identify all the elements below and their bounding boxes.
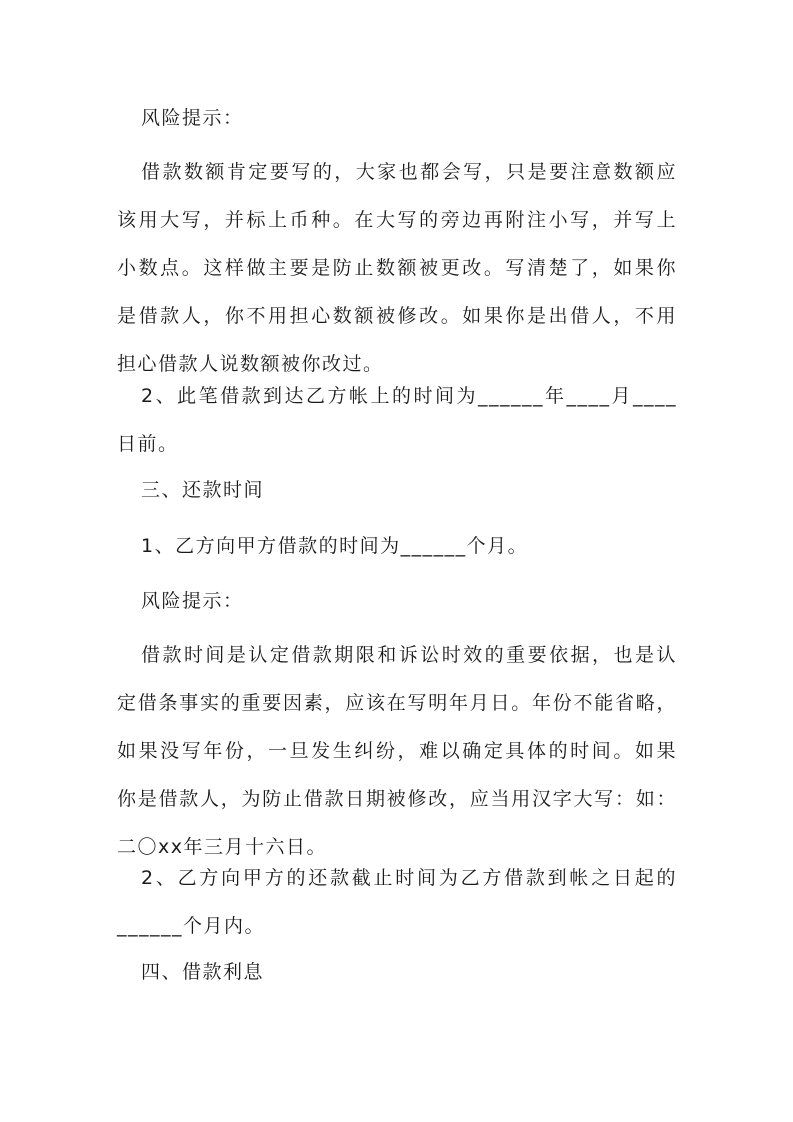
text-line: 借款时间是认定借款期限和诉讼时效的重要依据，也是认 <box>141 644 677 666</box>
paragraph-time-risk <box>117 631 677 871</box>
text-line: 风险提示： <box>141 590 244 612</box>
text-line: 2、乙方向甲方的还款截止时间为乙方借款到帐之日起的 <box>141 867 677 889</box>
clause-1-loan-duration <box>117 522 677 570</box>
text-line: 是借款人，你不用担心数额被修改。如果你是出借人，不用 <box>117 305 677 327</box>
text-line: 2、此笔借款到达乙方帐上的时间为______年____月____ <box>141 385 677 407</box>
text-line: 风险提示： <box>141 107 244 129</box>
text-line: ______个月内。 <box>117 915 266 937</box>
section-3-heading <box>117 466 677 514</box>
text-line: 三、还款时间 <box>141 479 265 501</box>
text-line: 担心借款人说数额被你改过。 <box>117 353 384 375</box>
section-4-heading <box>117 948 677 996</box>
text-line: 小数点。这样做主要是防止数额被更改。写清楚了，如果你 <box>117 257 677 279</box>
clause-2-arrival-time <box>117 372 677 468</box>
risk-tip-heading-1 <box>117 94 677 142</box>
text-line: 该用大写，并标上币种。在大写的旁边再附注小写，并写上 <box>117 209 677 231</box>
text-line: 四、借款利息 <box>141 961 265 983</box>
paragraph-amount-risk <box>117 148 677 388</box>
text-line: 借款数额肯定要写的，大家也都会写，只是要注意数额应 <box>141 161 677 183</box>
text-line: 日前。 <box>117 433 179 455</box>
text-line: 你是借款人，为防止借款日期被修改，应当用汉字大写：如： <box>117 788 677 810</box>
clause-2-repayment-deadline <box>117 854 677 950</box>
text-line: 1、乙方向甲方借款的时间为______个月。 <box>141 535 529 557</box>
text-line: 如果没写年份，一旦发生纠纷，难以确定具体的时间。如果 <box>117 740 677 762</box>
text-line: 二〇xx年三月十六日。 <box>117 836 327 858</box>
risk-tip-heading-2 <box>117 577 677 625</box>
text-line: 定借条事实的重要因素，应该在写明年月日。年份不能省略， <box>117 692 677 714</box>
